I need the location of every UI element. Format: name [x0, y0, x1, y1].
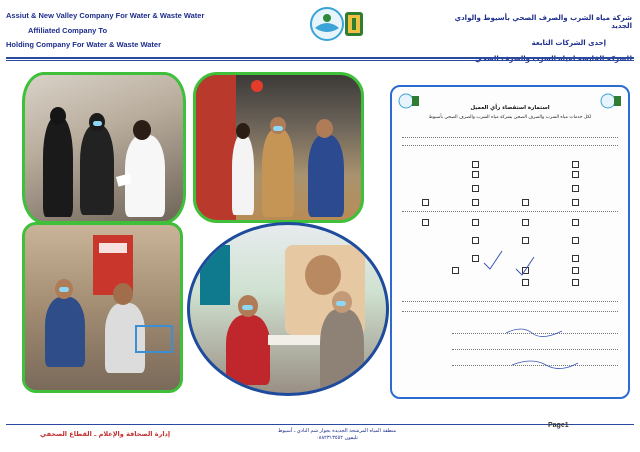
- header-en-line3: Holding Company For Water & Waste Water: [6, 40, 162, 50]
- form-checkbox: [472, 237, 479, 244]
- page-number: Page1: [548, 422, 569, 429]
- form-line: [402, 137, 618, 138]
- form-checkbox: [572, 255, 579, 262]
- header-ar-line1: شركة مياه الشرب والصرف الصحي بأسيوط والوادي الجديد: [454, 14, 632, 31]
- form-checkbox: [572, 279, 579, 286]
- handwritten-signature: [502, 323, 582, 373]
- form-checkbox: [472, 219, 479, 226]
- form-checkbox: [472, 185, 479, 192]
- footer-divider: [6, 424, 634, 425]
- footer-phone: تليفون ٠٨٨٢٣١٣٥٥٢: [316, 435, 358, 441]
- footer-department: إدارة الصحافة والإعلام ـ القطاع الصحفي: [40, 430, 171, 438]
- form-checkbox: [572, 237, 579, 244]
- form-title: استمارة استقصاء رأي العميل: [470, 105, 550, 111]
- form-line: [402, 145, 618, 146]
- photo-office-interview: [187, 222, 389, 396]
- header-ar-line2: إحدى الشركات التابعة: [531, 38, 606, 47]
- form-checkbox: [472, 161, 479, 168]
- form-line: [402, 301, 618, 302]
- form-checkbox: [522, 219, 529, 226]
- form-line: [402, 211, 618, 212]
- header-en-line1: Assiut & New Valley Company For Water & Waste Water: [6, 11, 205, 20]
- form-checkbox: [472, 171, 479, 178]
- footer-address-line1: منطقة المياه المرشحة الجديدة بجوار شم النادي ـ أسيوط: [277, 428, 397, 434]
- form-checkbox: [522, 199, 529, 206]
- survey-form-scan: [390, 85, 630, 399]
- form-checkbox: [472, 199, 479, 206]
- company-logo: [310, 4, 366, 44]
- company-name-arabic: [442, 14, 632, 72]
- form-checkbox: [572, 185, 579, 192]
- form-checkbox: [422, 219, 429, 226]
- photo-women-survey: [22, 72, 186, 224]
- form-checkbox: [572, 161, 579, 168]
- header-divider-thin: [6, 60, 634, 61]
- form-checkbox: [522, 237, 529, 244]
- form-line: [402, 311, 618, 312]
- form-checkbox: [472, 255, 479, 262]
- handwritten-checkmarks: [482, 247, 542, 277]
- form-checkbox: [422, 199, 429, 206]
- form-checkbox: [572, 267, 579, 274]
- photo-desk-survey: [22, 222, 183, 393]
- form-subtitle: لكل خدمات مياه الشرب والصرف الصحي بشركة مياه الشرب والصرف الصحي بأسيوط: [428, 115, 592, 120]
- form-checkbox: [452, 267, 459, 274]
- form-checkbox: [572, 219, 579, 226]
- header-divider: [6, 57, 634, 59]
- company-name-english: [6, 12, 221, 56]
- form-checkbox: [522, 279, 529, 286]
- photo-street-interview: [193, 72, 364, 223]
- header-en-line2: Affiliated Company To: [28, 25, 108, 35]
- form-checkbox: [572, 199, 579, 206]
- form-checkbox: [572, 171, 579, 178]
- footer-address: [262, 428, 412, 442]
